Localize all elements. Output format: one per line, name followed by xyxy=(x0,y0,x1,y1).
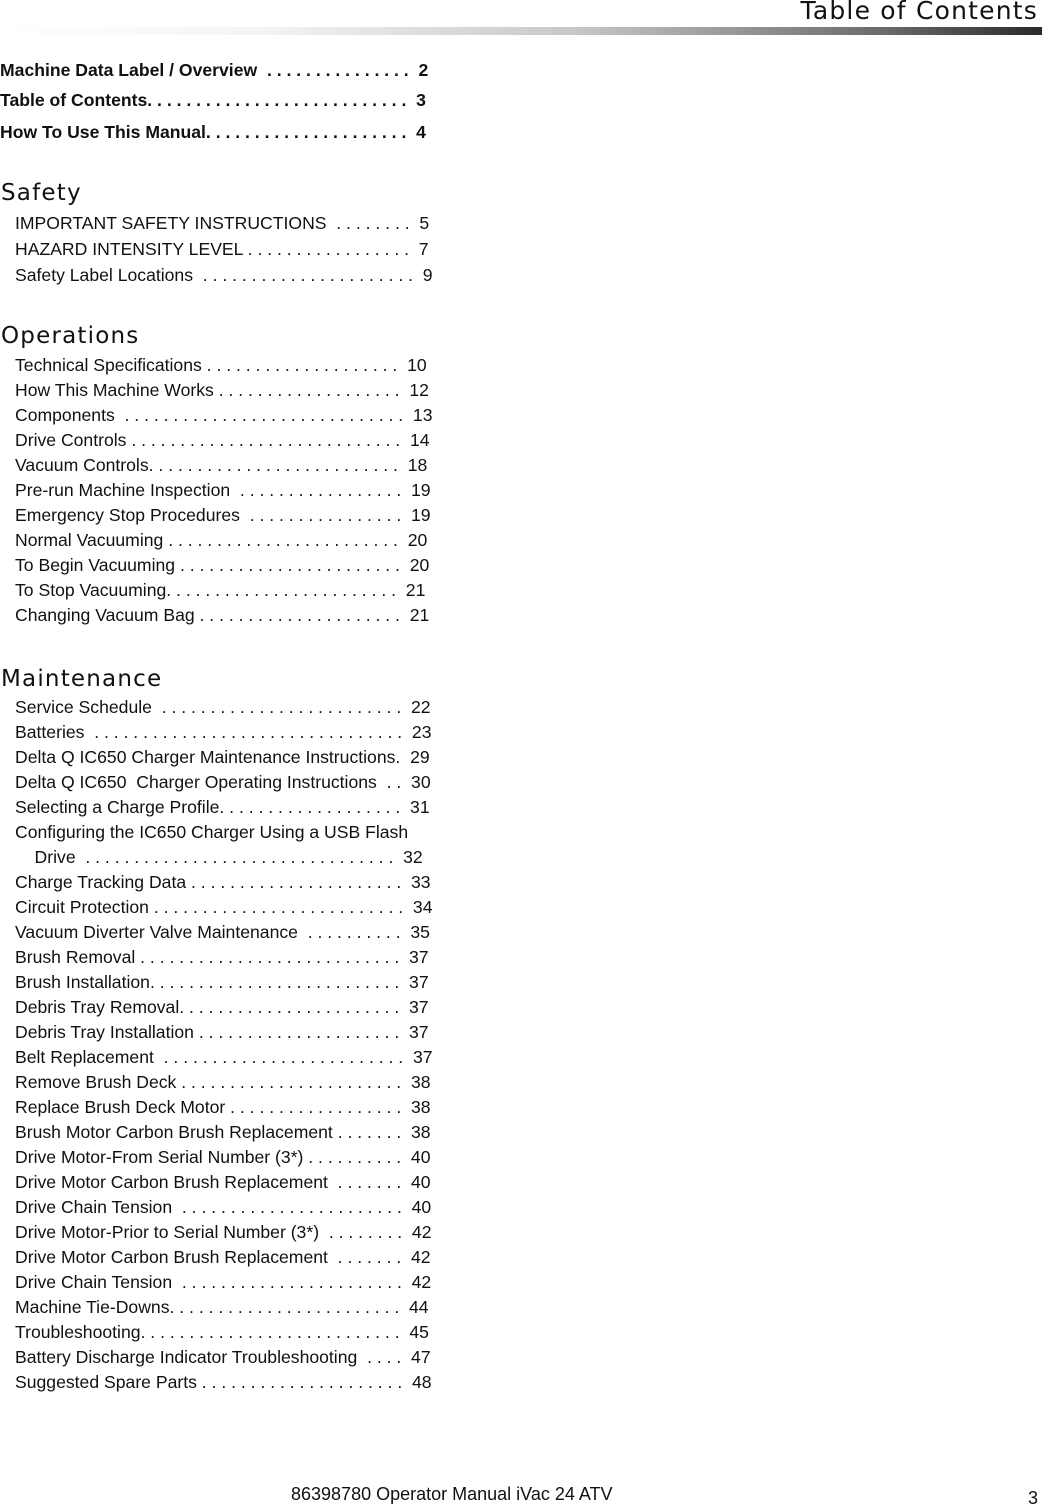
toc-entry[interactable]: Brush Removal . . . . . . . . . . . . . . . . . . . . . . . . . . . 37 xyxy=(15,947,429,967)
toc-entry[interactable]: IMPORTANT SAFETY INSTRUCTIONS . . . . . . . . 5 xyxy=(15,213,430,233)
toc-entry[interactable]: Configuring the IC650 Charger Using a USB Flash xyxy=(15,822,409,842)
toc-entry[interactable]: How This Machine Works . . . . . . . . . . . . . . . . . . . 12 xyxy=(15,380,429,400)
toc-entry[interactable]: To Stop Vacuuming. . . . . . . . . . . . . . . . . . . . . . . . 21 xyxy=(15,580,426,600)
toc-entry[interactable]: Troubleshooting. . . . . . . . . . . . . . . . . . . . . . . . . . . 45 xyxy=(15,1322,429,1342)
toc-entry[interactable]: Batteries . . . . . . . . . . . . . . . . . . . . . . . . . . . . . . . . 23 xyxy=(15,722,432,742)
toc-entry[interactable]: Delta Q IC650 Charger Maintenance Instructions. 29 xyxy=(15,747,430,767)
toc-entry[interactable]: Suggested Spare Parts . . . . . . . . . . . . . . . . . . . . . 48 xyxy=(15,1372,432,1392)
toc-entry[interactable]: Technical Specifications . . . . . . . . . . . . . . . . . . . . 10 xyxy=(15,355,427,375)
toc-entry[interactable]: Pre-run Machine Inspection . . . . . . . . . . . . . . . . . 19 xyxy=(15,480,431,500)
toc-entry[interactable]: Selecting a Charge Profile. . . . . . . . . . . . . . . . . . . 31 xyxy=(15,797,430,817)
toc-entry[interactable]: Normal Vacuuming . . . . . . . . . . . . . . . . . . . . . . . . 20 xyxy=(15,530,428,550)
page-title: Table of Contents xyxy=(800,0,1038,25)
toc-entry[interactable]: Vacuum Diverter Valve Maintenance . . . . . . . . . . 35 xyxy=(15,922,430,942)
footer-manual-title: 86398780 Operator Manual iVac 24 ATV xyxy=(291,1484,613,1504)
toc-entry[interactable]: Delta Q IC650 Charger Operating Instructions . . 30 xyxy=(15,772,431,792)
toc-entry[interactable]: Replace Brush Deck Motor . . . . . . . . . . . . . . . . . . 38 xyxy=(15,1097,431,1117)
toc-entry[interactable]: Charge Tracking Data . . . . . . . . . . . . . . . . . . . . . . 33 xyxy=(15,872,431,892)
toc-entry[interactable]: Remove Brush Deck . . . . . . . . . . . . . . . . . . . . . . . 38 xyxy=(15,1072,431,1092)
section-title-safety: Safety xyxy=(1,180,82,206)
toc-entry[interactable]: Machine Tie-Downs. . . . . . . . . . . . . . . . . . . . . . . . 44 xyxy=(15,1297,429,1317)
toc-entry-machine-data-label[interactable]: Machine Data Label / Overview . . . . . . . . . . . . . . . 2 xyxy=(0,60,429,80)
toc-entry[interactable]: Drive Motor Carbon Brush Replacement . . . . . . . 42 xyxy=(15,1247,431,1267)
toc-entry[interactable]: Safety Label Locations . . . . . . . . . . . . . . . . . . . . . . 9 xyxy=(15,265,433,285)
section-title-operations: Operations xyxy=(1,323,140,349)
toc-entry[interactable]: Drive . . . . . . . . . . . . . . . . . . . . . . . . . . . . . . . . 32 xyxy=(15,847,423,867)
toc-entry[interactable]: Circuit Protection . . . . . . . . . . . . . . . . . . . . . . . . . . 34 xyxy=(15,897,433,917)
toc-entry[interactable]: To Begin Vacuuming . . . . . . . . . . . . . . . . . . . . . . . 20 xyxy=(15,555,430,575)
toc-entry[interactable]: Brush Installation. . . . . . . . . . . . . . . . . . . . . . . . . . 37 xyxy=(15,972,429,992)
toc-entry-table-of-contents[interactable]: Table of Contents. . . . . . . . . . . . . . . . . . . . . . . . . . . 3 xyxy=(0,90,426,110)
toc-entry[interactable]: Drive Controls . . . . . . . . . . . . . . . . . . . . . . . . . . . . 14 xyxy=(15,430,430,450)
toc-entry[interactable]: Vacuum Controls. . . . . . . . . . . . . . . . . . . . . . . . . . 18 xyxy=(15,455,428,475)
toc-entry[interactable]: Drive Motor-Prior to Serial Number (3*) . . . . . . . . 42 xyxy=(15,1222,432,1242)
toc-entry[interactable]: Belt Replacement . . . . . . . . . . . . . . . . . . . . . . . . . 37 xyxy=(15,1047,433,1067)
toc-entry[interactable]: Drive Motor Carbon Brush Replacement . . . . . . . 40 xyxy=(15,1172,431,1192)
toc-entry[interactable]: Drive Chain Tension . . . . . . . . . . . . . . . . . . . . . . . 42 xyxy=(15,1272,432,1292)
toc-entry[interactable]: HAZARD INTENSITY LEVEL . . . . . . . . . . . . . . . . . 7 xyxy=(15,239,429,259)
footer-page-number: 3 xyxy=(1028,1488,1039,1508)
toc-entry[interactable]: Brush Motor Carbon Brush Replacement . . . . . . . 38 xyxy=(15,1122,431,1142)
section-title-maintenance: Maintenance xyxy=(1,666,163,692)
toc-entry[interactable]: Drive Chain Tension . . . . . . . . . . . . . . . . . . . . . . . 40 xyxy=(15,1197,432,1217)
toc-entry[interactable]: Battery Discharge Indicator Troubleshooting . . . . 47 xyxy=(15,1347,431,1367)
toc-entry[interactable]: Emergency Stop Procedures . . . . . . . . . . . . . . . . 19 xyxy=(15,505,431,525)
toc-entry[interactable]: Components . . . . . . . . . . . . . . . . . . . . . . . . . . . . . 13 xyxy=(15,405,433,425)
toc-entry[interactable]: Drive Motor-From Serial Number (3*) . . . . . . . . . . 40 xyxy=(15,1147,431,1167)
toc-entry[interactable]: Changing Vacuum Bag . . . . . . . . . . . . . . . . . . . . . 21 xyxy=(15,605,430,625)
toc-entry[interactable]: Debris Tray Installation . . . . . . . . . . . . . . . . . . . . . 37 xyxy=(15,1022,429,1042)
toc-entry[interactable]: Service Schedule . . . . . . . . . . . . . . . . . . . . . . . . . 22 xyxy=(15,697,431,717)
toc-entry-how-to-use[interactable]: How To Use This Manual. . . . . . . . . . . . . . . . . . . . . 4 xyxy=(0,122,426,142)
toc-entry[interactable]: Debris Tray Removal. . . . . . . . . . . . . . . . . . . . . . . 37 xyxy=(15,997,429,1017)
